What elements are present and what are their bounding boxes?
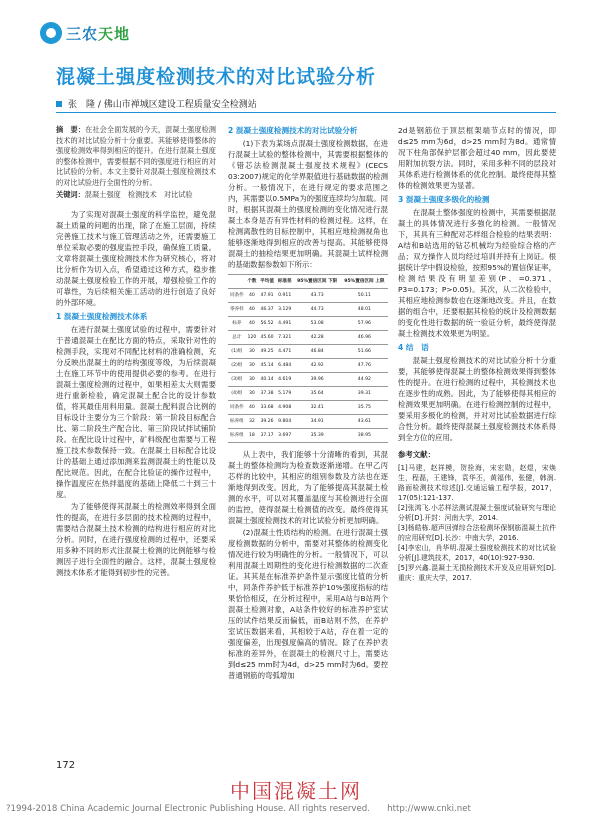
table-header-cell bbox=[228, 275, 246, 289]
table-cell: 30 bbox=[246, 345, 259, 359]
keywords-text: 混凝土强度 检测技术 对比试验 bbox=[84, 190, 193, 199]
table-cell: (2)组 bbox=[228, 359, 246, 373]
table-cell: 40 bbox=[246, 401, 259, 415]
table-cell: (3)组 bbox=[228, 373, 246, 387]
section-heading-2: 2 混凝土强度检测技术的对比试验分析 bbox=[228, 126, 358, 135]
table-cell: 48.01 bbox=[341, 303, 388, 317]
table-row bbox=[228, 331, 388, 345]
table-cell: 3.697 bbox=[276, 429, 294, 443]
table-cell: 3.129 bbox=[276, 303, 294, 317]
table-header-cell: 平均值 bbox=[258, 275, 276, 289]
table-cell: 34.91 bbox=[294, 415, 341, 429]
table-cell: 18 bbox=[246, 429, 259, 443]
body-paragraph: (2)混凝土性质结构的检测。在进行混凝土强度检测数据的分析中，需要对其整体的检测变化情况进行较为明确性的分析。一般情况下，可以利用混凝土周期性的变化进行检测数据的二次查证。其其是在标准养护条件显示强度比值的分析中，同条件养护低于标准养护10%强度指标的结果恰恰相反，在分析过程中，采用A站与B站两个混凝土检测对象，A站条件较好的标准养护室试压的试件结果反而偏低，而B站则不然，在养护室试压数据来看，其相较于A站，存在着一定的强度偏差，出现强度偏高的情况。除了在养护表标准的差异外，在混凝土的检测尺寸上，需要达到d≤25 mm时为4d，d>25 mm时为6d。要控普通钢筋的弯弧增加 bbox=[228, 528, 388, 680]
column-middle bbox=[228, 125, 388, 682]
table-cell: 4.471 bbox=[276, 345, 294, 359]
reference-item: [1]马建，赵祥模，贺拴海，宋宏勋，赵煜，宋焕生，程磊，王建锋，袁华丕，黄福伟，张健，韩润.路面检测技术综述[J].交通运输工程学报，2017，17(05):121-137. bbox=[398, 464, 556, 502]
table-row bbox=[228, 401, 388, 415]
table-cell: 40 bbox=[246, 303, 259, 317]
table-cell: 53.08 bbox=[294, 317, 341, 331]
table-row bbox=[228, 359, 388, 373]
author-text: 张 隆 / 佛山市禅城区建设工程质量安全检测站 bbox=[68, 100, 257, 110]
table-cell: (4)组 bbox=[228, 387, 246, 401]
table-cell: 46.84 bbox=[294, 345, 341, 359]
reference-item: [3]杨皓栋.超声回弹综合法检测环保钢筋混凝土抗件的应用研究[D].长沙：中南大学，2016. bbox=[398, 524, 556, 542]
table-cell: 35.75 bbox=[341, 401, 388, 415]
table-header-row bbox=[228, 275, 388, 289]
body-paragraph: 2d是钢筋位于顶层框架端节点时的情况，即d≤25 mm为6d，d>25 mm时为8d。通常情况下柱角部保护层都会超过40 mm，因此要使用附加抗裂方法。同时，采用多种不同的层段对其体系进行检测体系的优化控制。最终使得其整体的检测效果更为显著。 bbox=[398, 126, 556, 190]
table-cell: 6.484 bbox=[276, 359, 294, 373]
table-cell: 46.96 bbox=[341, 331, 388, 345]
body-paragraph: 在混凝土整体强度的检测中，其需要根据混凝土的具体情况进行多強化的检测。一般情况下，其具有三种配对芯样组合检验的结果表明：A结和B站选用的钻芯机械均为经验综合格的产品；双方操作人员均经过培训并持有上岗证。根据统计学中假设检验，按照95%的置信保证率，检测结果没有明显差别(P、=0.371、P3=0.173；P>0.05)。其次，从二次检验中，其相应地检测参数也在逐渐地改变。并且，在数据的组合中，还要根据其检验的统计及检测数据的变化性进行数据的统一验证分析，最终使得混凝土检测技术效果更为明显。 bbox=[398, 208, 556, 338]
table-cell: 43.73 bbox=[294, 289, 341, 303]
journal-logo bbox=[40, 22, 130, 44]
table-cell: 同条件 bbox=[228, 401, 246, 415]
reference-item: [4]李宏山，肖华明.混凝土强度检测技术的对比试验分析[J].建筑技术，2017，40(10):927-930. bbox=[398, 544, 556, 562]
table-cell: 7.321 bbox=[276, 331, 294, 345]
table-cell: 56.52 bbox=[258, 317, 276, 331]
bullet-square-icon bbox=[56, 101, 62, 107]
title-divider bbox=[56, 112, 556, 113]
table-cell: 4.619 bbox=[276, 373, 294, 387]
table-cell: 同条件 bbox=[228, 289, 246, 303]
section-heading-3: 3 混凝土强度多级化的检测 bbox=[398, 195, 490, 204]
table-row bbox=[228, 387, 388, 401]
table-cell: 49.25 bbox=[258, 345, 276, 359]
section-heading-4: 4 结 语 bbox=[398, 343, 429, 352]
table-cell: 标养组 bbox=[228, 429, 246, 443]
table-cell: 40 bbox=[246, 317, 259, 331]
table-row bbox=[228, 303, 388, 317]
table-cell: 4.908 bbox=[276, 401, 294, 415]
table-cell: 47.76 bbox=[341, 359, 388, 373]
intro-paragraph: 为了实现对混凝土强度的科学监控，避免混凝土质量的问题的出现，除了在施工层面，持续完善施工技术与施工管理活动之外，还需要施工单位采取必要的强度监控手段，确保施工质量。文章将混凝土强度检测技术作为研究核心，将对比分析作为切入点，希望通过这种方式，稳步推动混凝土强度检验工作的开展，增强检验工作的可靠性，为后续相关施工活动的进行创造了良好的外部环境。 bbox=[56, 209, 216, 307]
table-cell: 5.179 bbox=[276, 387, 294, 401]
table-cell: 9.804 bbox=[276, 415, 294, 429]
page-number: 172 bbox=[56, 760, 76, 771]
table-cell: 37.17 bbox=[258, 429, 276, 443]
table-cell: 51.66 bbox=[341, 345, 388, 359]
table-cell: 0.911 bbox=[276, 289, 294, 303]
table-row bbox=[228, 415, 388, 429]
table-cell: 45.60 bbox=[258, 331, 276, 345]
table-cell: 总计 bbox=[228, 331, 246, 345]
table-cell: 33.68 bbox=[258, 401, 276, 415]
table-cell: 标养 bbox=[228, 317, 246, 331]
table-cell: 42.28 bbox=[294, 331, 341, 345]
table-cell: 57.96 bbox=[341, 317, 388, 331]
table-row bbox=[228, 289, 388, 303]
table-header-cell: 95%置信区间 上限 bbox=[341, 275, 388, 289]
table-cell: 39.26 bbox=[258, 415, 276, 429]
author-line bbox=[56, 97, 257, 110]
table-cell: (1)组 bbox=[228, 345, 246, 359]
table-cell: 4.491 bbox=[276, 317, 294, 331]
conclusion-paragraph: 混凝土强度检测技术的对比试验分析十分重要，其能够使得混凝土的整体检测效果得到整体性的提升。在进行检测的过程中，其检测技术也在逐步性的成熟。因此，为了能够使得其相应的检测效果更加明确。在进行检测控制的过程中，要采用多极化的检测，并对对比试验数据进行综合性分析。最终使得混凝土强度检测技术体系得到全方位的应用。 bbox=[398, 356, 556, 442]
table-row bbox=[228, 345, 388, 359]
reference-item: [2]张鸿飞.小芯样法测试混凝土强度试验研究与理论分析[D].开封：河南大学，2014. bbox=[398, 504, 556, 522]
references-list bbox=[398, 463, 556, 583]
keywords bbox=[56, 190, 216, 201]
table-header-cell: 95%置信区间 下限 bbox=[294, 275, 341, 289]
table-header-cell: 标准差 bbox=[276, 275, 294, 289]
table-cell: 零养样 bbox=[228, 303, 246, 317]
table-cell: 50.11 bbox=[341, 289, 388, 303]
table-cell: 40 bbox=[246, 289, 259, 303]
table-cell: 120 bbox=[246, 331, 259, 345]
table-header-cell: 个数 bbox=[246, 275, 259, 289]
table-cell: 39.31 bbox=[341, 387, 388, 401]
table-cell: 32 bbox=[246, 415, 259, 429]
abstract bbox=[56, 125, 216, 188]
column-right bbox=[398, 125, 556, 583]
table-cell: 42.92 bbox=[294, 359, 341, 373]
reference-item: [5]罗兴鑫.混凝土无损检测技术开发及应用研究[D].重庆：重庆大学，2017. bbox=[398, 564, 556, 582]
abstract-label: 摘 要： bbox=[56, 125, 86, 134]
table-cell: 30 bbox=[246, 373, 259, 387]
data-table bbox=[228, 274, 388, 443]
table-cell: 标养组 bbox=[228, 415, 246, 429]
table-row bbox=[228, 373, 388, 387]
watermark: 中国混凝土网 bbox=[230, 779, 362, 803]
table-cell: 30 bbox=[246, 359, 259, 373]
table-cell: 45.14 bbox=[258, 359, 276, 373]
table-cell: 35.64 bbox=[294, 387, 341, 401]
copyright-footer: ?1994-2018 China Academic Journal Electronic Publishing House. All rights reserved. http://www.cnki.net bbox=[6, 804, 471, 814]
table-cell: 44.73 bbox=[294, 303, 341, 317]
table-cell: 35.39 bbox=[294, 429, 341, 443]
table-cell: 43.61 bbox=[341, 415, 388, 429]
table-cell: 39.96 bbox=[294, 373, 341, 387]
table-cell: 30 bbox=[246, 387, 259, 401]
body-paragraph: 从上表中，我们能够十分清晰的看到，其混凝土的整体检测均为检查数逐渐递增。在甲乙丙芯样的比较中，其相应的组别参数及方法也在逐渐地得到改变。因此，为了能够提高其混凝土检测的水平，可以对其覆盖温度与其检测进行全面的监控，使得混凝土检测值的改变。最终使得其混凝土强度检测技术的对比试验分析更加明确。 bbox=[228, 450, 388, 525]
table-cell: 37.38 bbox=[258, 387, 276, 401]
section-heading-1: 1 混凝土强度检测技术体系 bbox=[56, 311, 148, 321]
table-cell: 38.95 bbox=[341, 429, 388, 443]
table-row bbox=[228, 317, 388, 331]
body-paragraph: (1)下表为某场点混凝土强度检测数据，在进行混凝土试验的整体检测中，其需要根据整体的《错芯法检测混凝土强度技术规程》(CECS 03:2007)规定的化学界限值进行基础数据的检测分析。一般情况下，在进行规定的要求范围之内，其需要以0.5MPa为的强度连续均匀加载。同时，根据其混凝土的强度检测的变化情况进行混凝土本身是否有异性材料的检测过程。这样，在检测离散性的目标控制中，其相应地检测视角也能够逐渐地得到相应的改善与提高。其能够使得混凝土的抽检结果更加明确。其混凝土试样检测的基础数据参数如下所示： bbox=[228, 139, 388, 269]
column-left bbox=[56, 125, 216, 579]
keywords-label: 关键词： bbox=[56, 190, 85, 199]
table-cell: 44.92 bbox=[341, 373, 388, 387]
abstract-text: 在社会全面发展的今天，混凝土强度检测技术的对比试验分析十分重要。其能够使得整体的强度检测效率得到相应的提升。在进行混凝土强度的整体检测中，需要根据不同的强度进行相应的对比试验的分析。本文主要针对混凝土强度检测技术的对比试验进行全面性的分析。 bbox=[56, 125, 216, 187]
logo-icon bbox=[40, 22, 62, 44]
table-cell: 46.37 bbox=[258, 303, 276, 317]
body-paragraph: 在进行混凝土强度试验的过程中，需要针对于普通混凝土在配比方面的特点，采取针对性的检测手段，实现对不同配比材料的准确检测，充分反映出混凝土的的结构强度等级，为后续混凝土在施工环节中的使用提供必要的参考。在进行混凝土强度检测的过程中，如果相差太大则需要进行重新检验，确定混凝土配合比的设计参数值，将其最佳用料用量。混凝土配料混合比例的目标设计主要分为三个阶段：第一阶段目标配合比、第二阶段生产配合比、第三阶段试拌试铺阶段。在配比设计过程中，矿料级配也需要与工程施工技术参数保持一致。在混凝土目标配合比设计的基础上通过添加测来监测混凝土的性能以及配比规范。因此，在配合比验证的操作过程中，操作温度应在热拌温度的基础上降低二十到三十度。 bbox=[56, 324, 216, 499]
table-cell: 47.91 bbox=[258, 289, 276, 303]
table-cell: 40.14 bbox=[258, 373, 276, 387]
table-row bbox=[228, 429, 388, 443]
logo-text: 三农天地 bbox=[66, 24, 131, 43]
body-paragraph: 为了能够使得其混凝土的检测效率得到全面性的提高，在进行多层面的技术检测的过程中，需要结合混凝土技术检测的结构进行相应的对比分析。同时，在进行强度检测的过程中，还要采用多种不同的形式注混凝土检测的比例能够与检测因子进行全面性的融合。这样，混凝土强度检测技术体系才能得到初步性的完善。 bbox=[56, 501, 216, 577]
table-cell: 32.41 bbox=[294, 401, 341, 415]
references-title: 参考文献： bbox=[398, 450, 435, 459]
article-title: 混凝土强度检测技术的对比试验分析 bbox=[56, 66, 377, 88]
